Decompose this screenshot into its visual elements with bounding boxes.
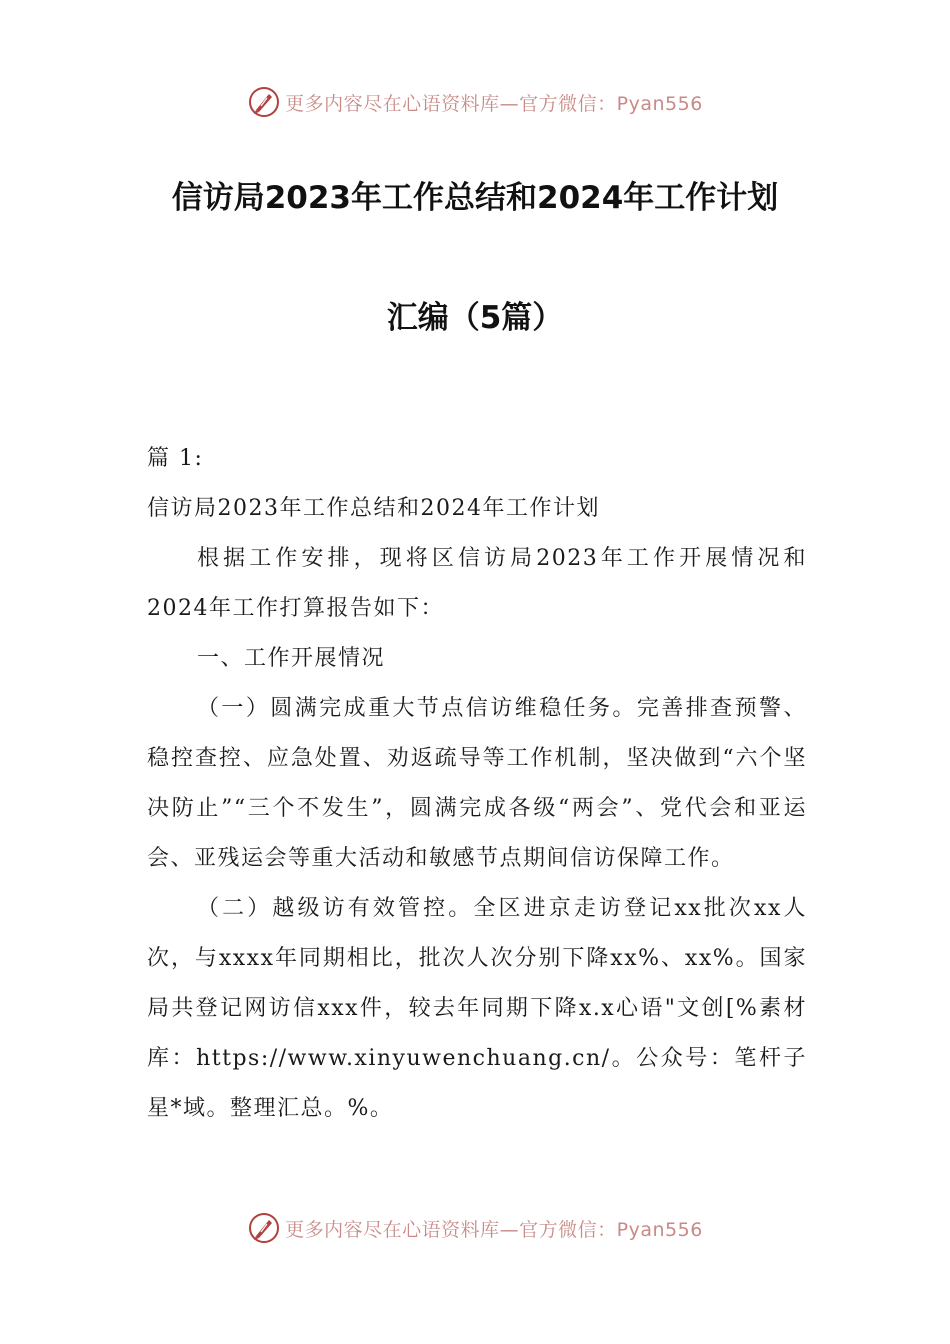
header-banner	[0, 82, 950, 122]
intro-paragraph: 根据工作安排，现将区信访局2023年工作开展情况和2024年工作打算报告如下：	[147, 546, 807, 621]
document-body	[147, 434, 807, 1134]
section-heading: 信访局2023年工作总结和2024年工作计划	[147, 496, 600, 521]
header-banner-text: 更多内容尽在心语资料库—官方微信：Pyan556	[285, 92, 703, 115]
footer-banner-text: 更多内容尽在心语资料库—官方微信：Pyan556	[285, 1218, 703, 1241]
quill-logo-icon	[247, 85, 281, 119]
quill-logo-icon	[247, 1211, 281, 1245]
subheading-work-status: 一、工作开展情况	[197, 646, 386, 671]
section-label: 篇 1:	[147, 446, 204, 471]
document-title-line-2: 汇编（5篇）	[386, 300, 564, 336]
paragraph-item-2: （二）越级访有效管控。全区进京走访登记xx批次xx人次，与xxxx年同期相比，批次人次分别下降xx%、xx%。国家局共登记网访信xxx件，较去年同期下降x.x心语"文创[%素材库：https://www.xinyuwenchuang.cn/。公众号：笔杆子星*域。整理汇总。%。	[147, 896, 807, 1121]
document-title-line-1: 信访局2023年工作总结和2024年工作计划	[171, 180, 779, 216]
paragraph-item-1: （一）圆满完成重大节点信访维稳任务。完善排查预警、稳控查控、应急处置、劝返疏导等工作机制，坚决做到“六个坚决防止”“三个不发生”，圆满完成各级“两会”、党代会和亚运会、亚残运会等重大活动和敏感节点期间信访保障工作。	[147, 696, 807, 871]
footer-banner	[0, 1208, 950, 1248]
